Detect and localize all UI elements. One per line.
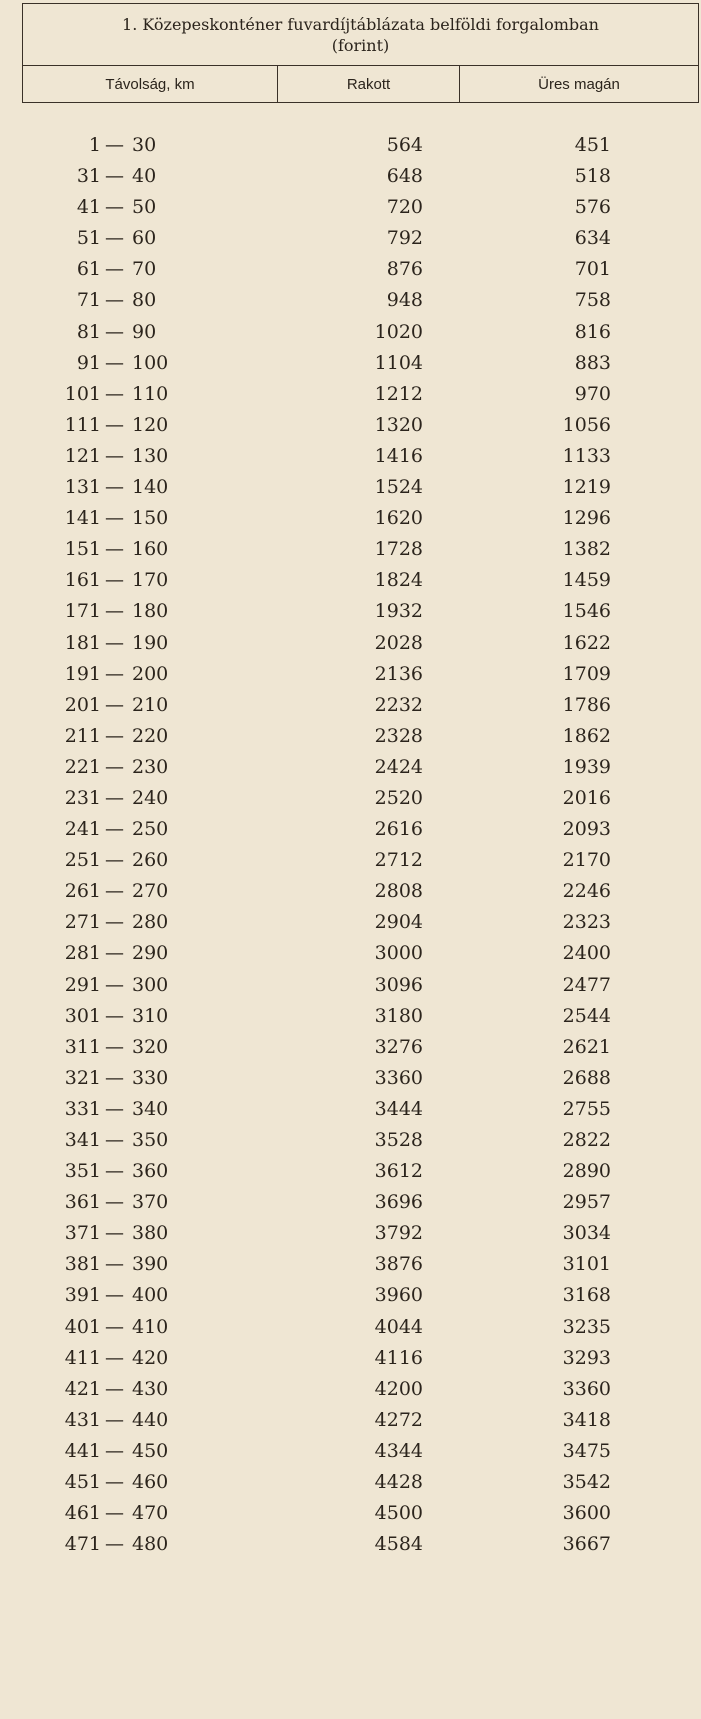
empty-price: 1133 <box>562 444 611 467</box>
table-row <box>0 596 701 627</box>
empty-price: 3418 <box>562 1408 611 1431</box>
empty-price: 634 <box>574 227 611 250</box>
empty-price: 1862 <box>562 724 611 747</box>
loaded-price: 1524 <box>374 476 423 499</box>
column-header-empty: Üres magán <box>538 75 620 93</box>
column-header-loaded: Rakott <box>278 66 460 102</box>
range-to: 470 <box>132 1502 169 1525</box>
table-row <box>0 1405 701 1436</box>
table-row <box>0 1156 701 1187</box>
range-dash: — <box>105 134 124 156</box>
loaded-price: 2712 <box>374 849 423 872</box>
empty-price: 883 <box>574 351 611 374</box>
range-from: 81 <box>76 320 101 343</box>
range-dash: — <box>105 911 124 934</box>
loaded-price: 1104 <box>374 351 423 374</box>
range-from: 431 <box>64 1408 101 1431</box>
range-to: 320 <box>132 1035 169 1058</box>
table-row <box>0 1343 701 1374</box>
range-to: 270 <box>132 880 169 903</box>
loaded-price: 1620 <box>374 507 423 530</box>
empty-price: 1622 <box>562 631 611 654</box>
table-row <box>0 690 701 721</box>
table-row <box>0 659 701 690</box>
empty-price: 1939 <box>562 755 611 778</box>
loaded-price: 3528 <box>374 1129 423 1151</box>
range-from: 311 <box>64 1035 101 1058</box>
range-dash: — <box>105 413 124 436</box>
range-from: 181 <box>64 631 101 654</box>
range-from: 241 <box>64 818 101 841</box>
table-row <box>0 845 701 876</box>
loaded-price: 3960 <box>374 1284 423 1307</box>
table-row <box>0 130 701 161</box>
loaded-price: 3180 <box>374 1004 423 1027</box>
range-to: 360 <box>132 1160 169 1183</box>
table-row <box>0 565 701 596</box>
loaded-price: 4428 <box>374 1471 423 1494</box>
empty-price: 3542 <box>562 1471 611 1494</box>
range-from: 461 <box>64 1502 101 1525</box>
empty-price: 3034 <box>562 1222 611 1245</box>
range-dash: — <box>105 1129 124 1151</box>
range-dash: — <box>105 289 124 312</box>
range-from: 341 <box>64 1129 101 1151</box>
table-row <box>0 534 701 565</box>
range-dash: — <box>105 1066 124 1089</box>
table-row <box>0 814 701 845</box>
loaded-price: 2808 <box>374 880 423 903</box>
range-from: 301 <box>64 1004 101 1027</box>
range-dash: — <box>105 1408 124 1431</box>
table-row <box>0 1529 701 1560</box>
range-to: 220 <box>132 724 169 747</box>
loaded-price: 3876 <box>374 1253 423 1276</box>
empty-price: 3360 <box>562 1377 611 1400</box>
loaded-price: 4116 <box>374 1346 423 1369</box>
range-dash: — <box>105 507 124 530</box>
table-row <box>0 223 701 254</box>
range-from: 421 <box>64 1377 101 1400</box>
range-from: 261 <box>64 880 101 903</box>
table-row <box>0 1312 701 1343</box>
range-dash: — <box>105 476 124 499</box>
table-row <box>0 348 701 379</box>
range-to: 260 <box>132 849 169 872</box>
range-to: 110 <box>132 382 169 405</box>
table-row <box>0 1032 701 1063</box>
range-from: 111 <box>64 413 101 436</box>
empty-price: 1709 <box>562 662 611 685</box>
loaded-price: 2232 <box>374 693 423 716</box>
range-to: 370 <box>132 1191 169 1214</box>
range-dash: — <box>105 320 124 343</box>
range-dash: — <box>105 1315 124 1338</box>
empty-price: 2688 <box>562 1066 611 1089</box>
loaded-price: 1932 <box>374 600 423 623</box>
loaded-price: 1728 <box>374 538 423 561</box>
range-to: 280 <box>132 911 169 934</box>
range-dash: — <box>105 942 124 965</box>
table-row <box>0 1498 701 1529</box>
range-to: 160 <box>132 538 169 561</box>
range-dash: — <box>105 724 124 747</box>
empty-price: 2621 <box>562 1035 611 1058</box>
range-to: 390 <box>132 1253 169 1276</box>
range-dash: — <box>105 1502 124 1525</box>
empty-price: 576 <box>574 196 611 219</box>
loaded-price: 1320 <box>374 413 423 436</box>
table-row <box>0 1218 701 1249</box>
empty-price: 1296 <box>562 507 611 530</box>
loaded-price: 4584 <box>374 1533 423 1556</box>
table-row <box>0 876 701 907</box>
range-dash: — <box>105 1097 124 1120</box>
empty-price: 2400 <box>562 942 611 965</box>
loaded-price: 3444 <box>374 1097 423 1120</box>
table-row <box>0 628 701 659</box>
range-dash: — <box>105 786 124 809</box>
empty-price: 3667 <box>562 1533 611 1556</box>
range-to: 170 <box>132 569 169 592</box>
range-to: 230 <box>132 755 169 778</box>
range-dash: — <box>105 165 124 188</box>
range-from: 61 <box>76 258 101 281</box>
range-dash: — <box>105 693 124 716</box>
range-from: 321 <box>64 1066 101 1089</box>
range-from: 121 <box>64 444 101 467</box>
range-to: 420 <box>132 1346 169 1369</box>
empty-price: 2957 <box>562 1191 611 1214</box>
range-from: 371 <box>64 1222 101 1245</box>
range-from: 101 <box>64 382 101 405</box>
loaded-price: 3000 <box>374 942 423 965</box>
range-from: 221 <box>64 755 101 778</box>
table-row <box>0 1063 701 1094</box>
loaded-price: 2136 <box>374 662 423 685</box>
loaded-price: 876 <box>386 258 423 281</box>
range-to: 120 <box>132 413 169 436</box>
table-row <box>0 1467 701 1498</box>
empty-price: 2890 <box>562 1160 611 1183</box>
table-row <box>0 1436 701 1467</box>
range-from: 171 <box>64 600 101 623</box>
empty-price: 970 <box>574 382 611 405</box>
range-to: 40 <box>132 165 157 188</box>
loaded-price: 4500 <box>374 1502 423 1525</box>
range-dash: — <box>105 227 124 250</box>
loaded-price: 2520 <box>374 786 423 809</box>
range-dash: — <box>105 973 124 996</box>
column-header-distance: Távolság, km <box>23 66 278 102</box>
range-dash: — <box>105 1533 124 1556</box>
range-dash: — <box>105 1346 124 1369</box>
range-to: 70 <box>132 258 157 281</box>
table-row <box>0 441 701 472</box>
loaded-price: 1416 <box>374 444 423 467</box>
loaded-price: 2328 <box>374 724 423 747</box>
range-dash: — <box>105 818 124 841</box>
loaded-price: 3612 <box>374 1160 423 1183</box>
range-dash: — <box>105 569 124 592</box>
range-to: 440 <box>132 1408 169 1431</box>
loaded-price: 1020 <box>374 320 423 343</box>
table-row <box>0 1187 701 1218</box>
loaded-price: 720 <box>386 196 423 219</box>
loaded-price: 648 <box>386 165 423 188</box>
range-to: 480 <box>132 1533 169 1556</box>
range-from: 361 <box>64 1191 101 1214</box>
range-from: 71 <box>76 289 101 312</box>
loaded-price: 2904 <box>374 911 423 934</box>
range-dash: — <box>105 880 124 903</box>
loaded-price: 1212 <box>374 382 423 405</box>
range-from: 441 <box>64 1439 101 1462</box>
range-from: 391 <box>64 1284 101 1307</box>
range-dash: — <box>105 444 124 467</box>
empty-price: 2755 <box>562 1097 611 1120</box>
loaded-price: 3096 <box>374 973 423 996</box>
range-dash: — <box>105 1035 124 1058</box>
range-dash: — <box>105 196 124 219</box>
range-dash: — <box>105 1253 124 1276</box>
table-row <box>0 721 701 752</box>
table-row <box>0 192 701 223</box>
range-to: 90 <box>132 320 157 343</box>
table-row <box>0 379 701 410</box>
table-body <box>0 130 701 1560</box>
range-to: 30 <box>132 134 157 156</box>
empty-price: 2093 <box>562 818 611 841</box>
empty-price: 3168 <box>562 1284 611 1307</box>
empty-price: 2477 <box>562 973 611 996</box>
loaded-price: 792 <box>386 227 423 250</box>
range-to: 300 <box>132 973 169 996</box>
empty-price: 518 <box>574 165 611 188</box>
table-row <box>0 970 701 1001</box>
range-from: 251 <box>64 849 101 872</box>
loaded-price: 3276 <box>374 1035 423 1058</box>
range-from: 211 <box>64 724 101 747</box>
table-row <box>0 1001 701 1032</box>
range-to: 330 <box>132 1066 169 1089</box>
range-from: 151 <box>64 538 101 561</box>
table-row <box>0 285 701 316</box>
empty-price: 3293 <box>562 1346 611 1369</box>
empty-price: 3475 <box>562 1439 611 1462</box>
range-dash: — <box>105 1439 124 1462</box>
range-dash: — <box>105 1377 124 1400</box>
range-dash: — <box>105 258 124 281</box>
loaded-price: 564 <box>386 134 423 156</box>
empty-price: 1459 <box>562 569 611 592</box>
range-dash: — <box>105 755 124 778</box>
range-dash: — <box>105 538 124 561</box>
range-dash: — <box>105 351 124 374</box>
range-from: 191 <box>64 662 101 685</box>
range-from: 401 <box>64 1315 101 1338</box>
range-to: 200 <box>132 662 169 685</box>
range-from: 281 <box>64 942 101 965</box>
range-dash: — <box>105 1471 124 1494</box>
table-title-line1: 1. Közepeskonténer fuvardíjtáblázata belföldi forgalomban <box>122 15 599 34</box>
table-row <box>0 1280 701 1311</box>
empty-price: 1056 <box>562 413 611 436</box>
range-from: 31 <box>76 165 101 188</box>
range-to: 130 <box>132 444 169 467</box>
range-to: 400 <box>132 1284 169 1307</box>
range-from: 231 <box>64 786 101 809</box>
empty-price: 2246 <box>562 880 611 903</box>
table-row <box>0 938 701 969</box>
range-from: 471 <box>64 1533 101 1556</box>
range-from: 451 <box>64 1471 101 1494</box>
empty-price: 1219 <box>562 476 611 499</box>
range-to: 460 <box>132 1471 169 1494</box>
range-dash: — <box>105 1004 124 1027</box>
range-dash: — <box>105 600 124 623</box>
range-to: 250 <box>132 818 169 841</box>
table-row <box>0 1094 701 1125</box>
range-to: 210 <box>132 693 169 716</box>
empty-price: 3101 <box>562 1253 611 1276</box>
empty-price: 701 <box>574 258 611 281</box>
range-to: 290 <box>132 942 169 965</box>
loaded-price: 1824 <box>374 569 423 592</box>
range-to: 430 <box>132 1377 169 1400</box>
range-to: 140 <box>132 476 169 499</box>
empty-price: 1786 <box>562 693 611 716</box>
table-row <box>0 161 701 192</box>
range-to: 180 <box>132 600 169 623</box>
table-row <box>0 410 701 441</box>
empty-price: 758 <box>574 289 611 312</box>
range-to: 340 <box>132 1097 169 1120</box>
loaded-price: 4272 <box>374 1408 423 1431</box>
table-header-box <box>22 3 699 103</box>
loaded-price: 4044 <box>374 1315 423 1338</box>
range-to: 150 <box>132 507 169 530</box>
range-dash: — <box>105 382 124 405</box>
table-title-line2: (forint) <box>331 36 390 55</box>
range-to: 350 <box>132 1129 169 1151</box>
table-row <box>0 752 701 783</box>
range-from: 271 <box>64 911 101 934</box>
range-from: 141 <box>64 507 101 530</box>
empty-price: 2323 <box>562 911 611 934</box>
loaded-price: 3360 <box>374 1066 423 1089</box>
range-from: 1 <box>88 134 101 156</box>
range-to: 190 <box>132 631 169 654</box>
range-from: 201 <box>64 693 101 716</box>
loaded-price: 2028 <box>374 631 423 654</box>
range-to: 410 <box>132 1315 169 1338</box>
empty-price: 1382 <box>562 538 611 561</box>
loaded-price: 4344 <box>374 1439 423 1462</box>
loaded-price: 3792 <box>374 1222 423 1245</box>
range-from: 91 <box>76 351 101 374</box>
range-to: 100 <box>132 351 169 374</box>
table-row <box>0 503 701 534</box>
loaded-price: 3696 <box>374 1191 423 1214</box>
range-to: 380 <box>132 1222 169 1245</box>
loaded-price: 4200 <box>374 1377 423 1400</box>
range-dash: — <box>105 662 124 685</box>
loaded-price: 2424 <box>374 755 423 778</box>
empty-price: 3235 <box>562 1315 611 1338</box>
table-row <box>0 1125 701 1156</box>
empty-price: 2822 <box>562 1129 611 1151</box>
range-dash: — <box>105 631 124 654</box>
table-row <box>0 254 701 285</box>
empty-price: 3600 <box>562 1502 611 1525</box>
empty-price: 451 <box>574 134 611 156</box>
table-row <box>0 1249 701 1280</box>
range-from: 51 <box>76 227 101 250</box>
range-dash: — <box>105 1191 124 1214</box>
empty-price: 2544 <box>562 1004 611 1027</box>
table-row <box>0 472 701 503</box>
table-row <box>0 317 701 348</box>
range-from: 411 <box>64 1346 101 1369</box>
loaded-price: 2616 <box>374 818 423 841</box>
empty-price: 1546 <box>562 600 611 623</box>
range-to: 310 <box>132 1004 169 1027</box>
range-dash: — <box>105 849 124 872</box>
column-header-row <box>23 66 698 102</box>
range-to: 240 <box>132 786 169 809</box>
range-to: 80 <box>132 289 157 312</box>
range-from: 131 <box>64 476 101 499</box>
range-from: 351 <box>64 1160 101 1183</box>
range-to: 60 <box>132 227 157 250</box>
range-from: 331 <box>64 1097 101 1120</box>
range-dash: — <box>105 1222 124 1245</box>
table-title <box>23 4 698 66</box>
empty-price: 816 <box>574 320 611 343</box>
empty-price: 2170 <box>562 849 611 872</box>
range-to: 450 <box>132 1439 169 1462</box>
range-from: 161 <box>64 569 101 592</box>
loaded-price: 948 <box>386 289 423 312</box>
table-row <box>0 1374 701 1405</box>
table-row <box>0 783 701 814</box>
range-from: 381 <box>64 1253 101 1276</box>
range-from: 41 <box>76 196 101 219</box>
table-row <box>0 907 701 938</box>
range-dash: — <box>105 1284 124 1307</box>
empty-price: 2016 <box>562 786 611 809</box>
range-from: 291 <box>64 973 101 996</box>
range-dash: — <box>105 1160 124 1183</box>
range-to: 50 <box>132 196 157 219</box>
